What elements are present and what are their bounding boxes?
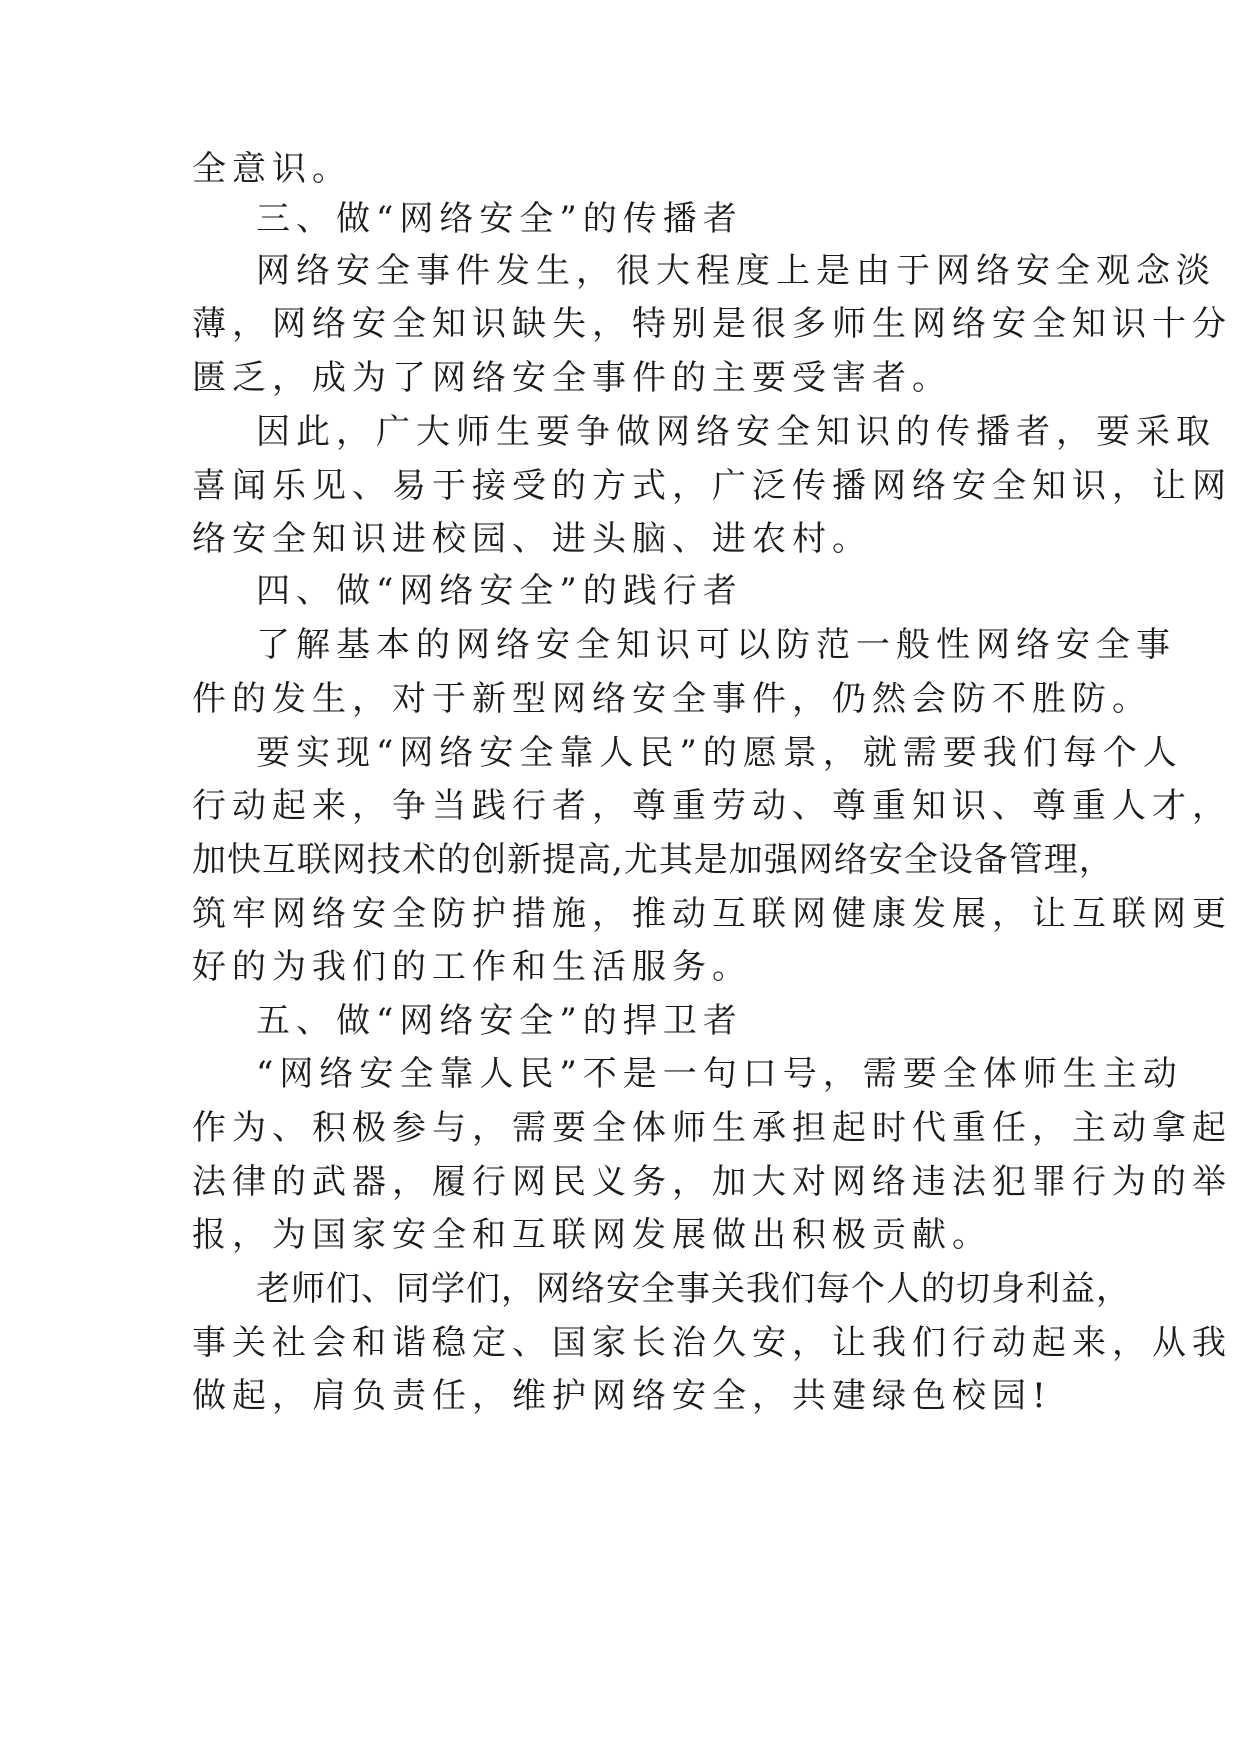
section-heading-4: 四、做“网络安全”的践行者 (256, 571, 743, 611)
text-line: 做起，肩负责任，维护网络安全，共建绿色校园! (192, 1376, 1052, 1416)
text-line: 加快互联网技术的创新提高,尤其是加强网络安全设备管理， (192, 840, 1114, 880)
text-line: 事关社会和谐稳定、国家长治久安，让我们行动起来，从我 (192, 1323, 1232, 1363)
text-line: 作为、积极参与，需要全体师生承担起时代重任，主动拿起 (192, 1108, 1232, 1148)
text-line: 全意识。 (192, 149, 352, 189)
text-line: 了解基本的网络安全知识可以防范一般性网络安全事 (256, 625, 1176, 665)
section-heading-5: 五、做“网络安全”的捍卫者 (256, 1001, 743, 1041)
text-line: 络安全知识进校园、进头脑、进农村。 (192, 519, 872, 559)
text-line: 行动起来，争当践行者，尊重劳动、尊重知识、尊重人才， (192, 786, 1232, 826)
text-line: 老师们、同学们，网络安全事关我们每个人的切身利益， (256, 1269, 1131, 1309)
text-line: 网络安全事件发生，很大程度上是由于网络安全观念淡 (256, 251, 1216, 291)
section-heading-3: 三、做“网络安全”的传播者 (256, 199, 743, 239)
text-line: 薄，网络安全知识缺失，特别是很多师生网络安全知识十分 (192, 304, 1232, 344)
text-line: 报，为国家安全和互联网发展做出积极贡献。 (192, 1215, 992, 1255)
text-line: 法律的武器，履行网民义务，加大对网络违法犯罪行为的举 (192, 1162, 1232, 1202)
text-line: “网络安全靠人民”不是一句口号，需要全体师生主动 (256, 1054, 1183, 1094)
text-line: 好的为我们的工作和生活服务。 (192, 947, 752, 987)
text-line: 筑牢网络安全防护措施，推动互联网健康发展，让互联网更 (192, 894, 1232, 934)
text-line: 因此，广大师生要争做网络安全知识的传播者，要采取 (256, 412, 1216, 452)
text-line: 要实现“网络安全靠人民”的愿景，就需要我们每个人 (256, 733, 1183, 773)
text-line: 喜闻乐见、易于接受的方式，广泛传播网络安全知识，让网 (192, 466, 1232, 506)
text-line: 件的发生，对于新型网络安全事件，仍然会防不胜防。 (192, 679, 1152, 719)
text-line: 匮乏，成为了网络安全事件的主要受害者。 (192, 358, 952, 398)
